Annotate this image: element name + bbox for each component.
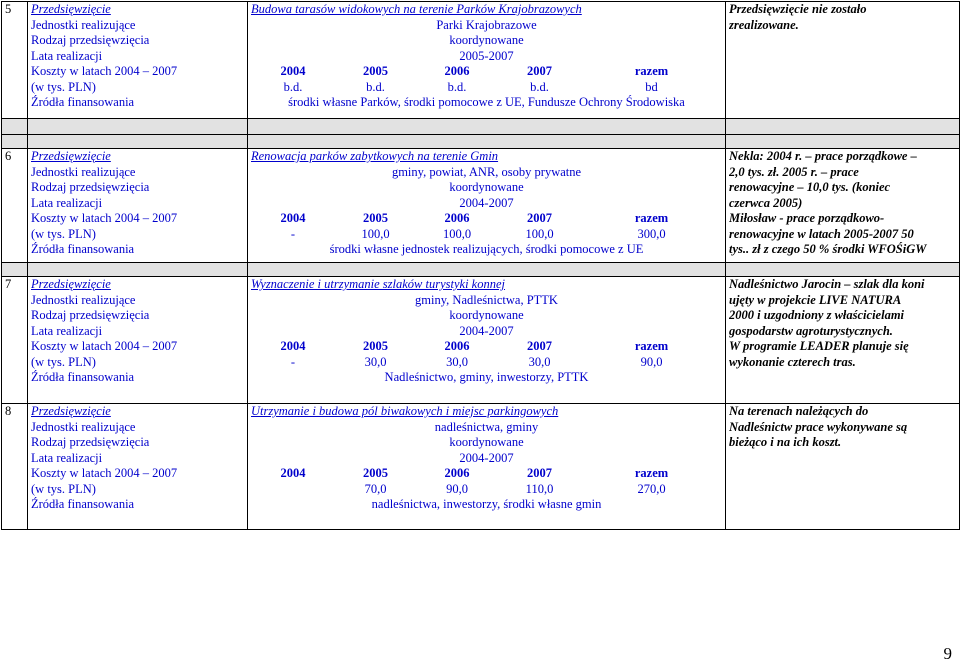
cost-values: - 30,0 30,0 30,0 90,0 [290, 354, 663, 369]
project-years: 2004-2007 [459, 195, 514, 210]
note-line: W programie LEADER planuje się [729, 339, 909, 353]
label-wtys: (w tys. PLN) [31, 79, 96, 94]
label-zrodla: Źródła finansowania [31, 497, 135, 511]
note-line: czerwca 2005) [729, 195, 803, 210]
project-labels [28, 404, 248, 530]
project-years: 2005-2007 [459, 48, 514, 63]
cost-header: 2004 2005 2006 2007 razem [280, 339, 669, 353]
project-funding: środki własne jednostek realizujących, środki pomocowe z UE [329, 242, 644, 256]
note-line: bieżąco i na ich koszt. [729, 435, 842, 449]
project-labels [28, 149, 248, 263]
cost-header: 2004 2005 2006 2007 razem [280, 466, 669, 480]
project-notes [726, 2, 960, 119]
project-labels [28, 277, 248, 404]
label-koszty: Koszty w latach 2004 – 2007 [31, 339, 178, 353]
project-row-7 [2, 277, 960, 404]
note-line: renowacyjne – 10,0 tys. (koniec [729, 180, 891, 194]
project-notes [726, 149, 960, 263]
note-line: Miłosław - prace porządkowo- [729, 211, 885, 225]
project-values [248, 2, 726, 119]
label-lata: Lata realizacji [31, 48, 103, 63]
project-values [248, 404, 726, 530]
project-values [248, 149, 726, 263]
project-row-5 [2, 2, 960, 119]
project-number: 6 [2, 149, 28, 263]
project-number: 7 [2, 277, 28, 404]
note-line: Na terenach należących do [729, 404, 869, 418]
label-lata: Lata realizacji [31, 323, 103, 338]
label-przedsiewziecie: Przedsięwzięcie [31, 2, 111, 16]
label-jednostki: Jednostki realizujące [31, 17, 136, 32]
project-type: koordynowane [449, 435, 524, 449]
project-title: Budowa tarasów widokowych na terenie Parków Krajobrazowych [251, 2, 582, 16]
label-koszty: Koszty w latach 2004 – 2007 [31, 211, 178, 225]
note-line: tys.. zł z czego 50 % środki WFOŚiGW [729, 242, 927, 256]
project-units: gminy, Nadleśnictwa, PTTK [415, 292, 558, 307]
note-line: zrealizowane. [729, 17, 799, 32]
project-type: koordynowane [449, 33, 524, 47]
note-line: renowacyjne w latach 2005-2007 50 [729, 226, 914, 241]
project-notes [726, 404, 960, 530]
label-przedsiewziecie: Przedsięwzięcie [31, 277, 111, 291]
project-row-6 [2, 149, 960, 263]
project-funding: nadleśnictwa, inwestorzy, środki własne gmin [371, 497, 602, 511]
label-zrodla: Źródła finansowania [31, 242, 135, 256]
project-funding: środki własne Parków, środki pomocowe z UE, Fundusze Ochrony Środowiska [288, 95, 685, 109]
label-jednostki: Jednostki realizujące [31, 164, 136, 179]
cost-header: 2004 2005 2006 2007 razem [280, 211, 669, 225]
note-line: Nekla: 2004 r. – prace porządkowe – [729, 149, 917, 163]
project-title: Utrzymanie i budowa pól biwakowych i miejsc parkingowych [251, 404, 559, 418]
project-title: Wyznaczenie i utrzymanie szlaków turystyki konnej [251, 277, 506, 291]
note-line: ujęty w projekcie LIVE NATURA [729, 292, 902, 307]
project-funding: Nadleśnictwo, gminy, inwestorzy, PTTK [384, 370, 589, 384]
project-row-8 [2, 404, 960, 530]
project-values [248, 277, 726, 404]
label-wtys: (w tys. PLN) [31, 354, 96, 369]
project-units: gminy, powiat, ANR, osoby prywatne [391, 164, 582, 179]
label-rodzaj: Rodzaj przedsięwzięcia [31, 33, 150, 47]
project-notes [726, 277, 960, 404]
label-rodzaj: Rodzaj przedsięwzięcia [31, 435, 150, 449]
cost-values: b.d. b.d. b.d. b.d. bd [283, 79, 658, 94]
label-przedsiewziecie: Przedsięwzięcie [31, 149, 111, 163]
note-line: Przedsięwzięcie nie zostało [729, 2, 867, 16]
page-number: 9 [943, 644, 952, 663]
label-rodzaj: Rodzaj przedsięwzięcia [31, 180, 150, 194]
label-jednostki: Jednostki realizujące [31, 292, 136, 307]
project-number: 5 [2, 2, 28, 119]
label-koszty: Koszty w latach 2004 – 2007 [31, 466, 178, 480]
label-przedsiewziecie: Przedsięwzięcie [31, 404, 111, 418]
project-labels [28, 2, 248, 119]
note-line: 2,0 tys. zł. 2005 r. – prace [729, 164, 859, 179]
project-type: koordynowane [449, 308, 524, 322]
project-units: Parki Krajobrazowe [436, 17, 537, 32]
note-line: Nadleśnictwo Jarocin – szlak dla koni [729, 277, 925, 291]
label-zrodla: Źródła finansowania [31, 370, 135, 384]
label-wtys: (w tys. PLN) [31, 226, 96, 241]
cost-header: 2004 2005 2006 2007 razem [280, 64, 669, 78]
project-years: 2004-2007 [459, 323, 514, 338]
cost-values: 70,0 90,0 110,0 270,0 [364, 481, 666, 496]
note-line: 2000 i uzgodniony z właścicielami [729, 308, 905, 322]
note-line: gospodarstw agroturystycznych. [729, 323, 893, 338]
note-line: Nadleśnictw prace wykonywane są [729, 419, 908, 434]
project-years: 2004-2007 [459, 450, 514, 465]
project-number: 8 [2, 404, 28, 530]
label-wtys: (w tys. PLN) [31, 481, 96, 496]
projects-table [1, 1, 960, 530]
project-type: koordynowane [449, 180, 524, 194]
label-jednostki: Jednostki realizujące [31, 419, 136, 434]
label-lata: Lata realizacji [31, 195, 103, 210]
label-zrodla: Źródła finansowania [31, 95, 135, 109]
label-koszty: Koszty w latach 2004 – 2007 [31, 64, 178, 78]
project-units: nadleśnictwa, gminy [434, 419, 539, 434]
label-rodzaj: Rodzaj przedsięwzięcia [31, 308, 150, 322]
label-lata: Lata realizacji [31, 450, 103, 465]
project-title: Renowacja parków zabytkowych na terenie Gmin [251, 149, 499, 163]
cost-values: - 100,0 100,0 100,0 300,0 [290, 226, 666, 241]
note-line: wykonanie czterech tras. [729, 354, 856, 369]
